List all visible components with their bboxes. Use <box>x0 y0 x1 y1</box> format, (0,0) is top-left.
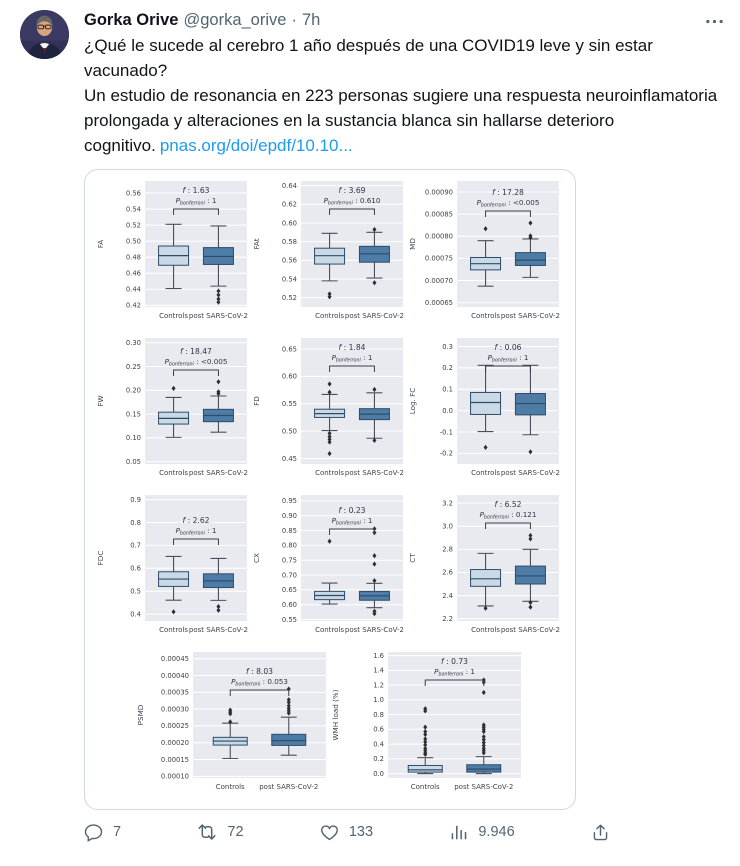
tweet-paragraph-2: Un estudio de resonancia en 223 personas sugiere una respuesta neuroinflamatoria prolongada y alteraciones en la sustancia blanca sin hallarse deterioro cognitivo. pnas.org/doi/epdf/10.10... <box>84 86 718 155</box>
svg-text:1.6: 1.6 <box>373 651 384 660</box>
svg-text:Pbonferroni : 1: $P_{bonferroni}$ : 1 <box>175 526 217 537</box>
share-button[interactable] <box>591 823 610 842</box>
boxplot-grid <box>95 179 565 800</box>
svg-text:MD: MD <box>408 238 417 250</box>
svg-text:CX: CX <box>252 553 261 563</box>
timestamp[interactable]: 7h <box>301 11 321 29</box>
svg-text:0.15: 0.15 <box>125 410 141 419</box>
author-handle[interactable]: @gorka_orive <box>183 11 287 29</box>
svg-text:0.8: 0.8 <box>373 710 384 719</box>
tweet-paragraph-1: ¿Qué le sucede al cerebro 1 año después de una COVID19 leve y sin estar vacunado? <box>84 36 653 80</box>
svg-text:Pbonferroni : 1: $P_{bonferroni}$ : 1 <box>175 196 217 207</box>
svg-text:0.00080: 0.00080 <box>424 232 453 241</box>
svg-text:0.2: 0.2 <box>373 755 384 764</box>
svg-text:post SARS-CoV-2: post SARS-CoV-2 <box>454 783 514 791</box>
svg-text:0.00015: 0.00015 <box>160 755 189 764</box>
svg-text:-0.1: -0.1 <box>439 428 453 437</box>
chart-row-2 <box>95 336 565 486</box>
like-count: 133 <box>348 824 374 840</box>
svg-text:post SARS-CoV-2: post SARS-CoV-2 <box>344 626 404 634</box>
svg-text:post SARS-CoV-2: post SARS-CoV-2 <box>259 783 319 791</box>
svg-text:f : 1.84: f : 1.84 <box>338 343 366 352</box>
svg-text:1.4: 1.4 <box>373 666 384 675</box>
svg-text:0.9: 0.9 <box>130 495 141 504</box>
svg-text:post SARS-CoV-2: post SARS-CoV-2 <box>344 469 404 477</box>
svg-text:CT: CT <box>408 553 417 563</box>
svg-text:0.20: 0.20 <box>125 386 141 395</box>
svg-text:0.42: 0.42 <box>125 301 141 310</box>
boxplot-fd <box>251 336 407 486</box>
svg-text:Pbonferroni : 0.610: $P_{bonferroni}$ : 0.610 <box>323 196 381 207</box>
svg-text:0.4: 0.4 <box>130 610 141 619</box>
svg-text:Pbonferroni : 1: $P_{bonferroni}$ : 1 <box>331 516 373 527</box>
svg-text:1.2: 1.2 <box>373 681 384 690</box>
svg-text:0.75: 0.75 <box>281 556 297 565</box>
svg-text:FA: FA <box>96 239 105 249</box>
share-icon <box>591 823 610 842</box>
svg-text:0.6: 0.6 <box>373 725 384 734</box>
svg-text:WMH load (%): WMH load (%) <box>331 689 340 741</box>
svg-text:Controls: Controls <box>315 469 345 477</box>
more-icon <box>705 12 724 31</box>
svg-text:Controls: Controls <box>159 626 189 634</box>
svg-text:f : 18.47: f : 18.47 <box>180 347 212 356</box>
svg-text:post SARS-CoV-2: post SARS-CoV-2 <box>500 469 560 477</box>
svg-text:0.00070: 0.00070 <box>424 276 453 285</box>
svg-text:3.0: 3.0 <box>442 522 453 531</box>
svg-text:0.4: 0.4 <box>373 740 384 749</box>
svg-text:Controls: Controls <box>215 783 245 791</box>
svg-text:0.95: 0.95 <box>281 497 297 506</box>
separator-dot: · <box>291 11 297 29</box>
boxplot-cx <box>251 493 407 643</box>
svg-text:f : 0.06: f : 0.06 <box>494 343 522 352</box>
svg-text:0.60: 0.60 <box>281 219 297 228</box>
svg-text:0.85: 0.85 <box>281 526 297 535</box>
retweet-icon <box>197 822 217 842</box>
svg-text:f : 17.28: f : 17.28 <box>492 188 524 197</box>
svg-text:0.5: 0.5 <box>130 587 141 596</box>
svg-text:post SARS-CoV-2: post SARS-CoV-2 <box>500 312 560 320</box>
svg-text:0.8: 0.8 <box>130 518 141 527</box>
svg-text:Pbonferroni : 1: $P_{bonferroni}$ : 1 <box>487 353 529 364</box>
boxplot-log-fc <box>407 336 563 486</box>
svg-text:0.60: 0.60 <box>281 372 297 381</box>
tweet-text <box>84 33 724 158</box>
reply-count: 7 <box>113 824 122 840</box>
boxplot-fat <box>251 179 407 329</box>
chart-row-1 <box>95 179 565 329</box>
views-button[interactable] <box>449 823 514 842</box>
boxplot-psmd <box>135 650 330 800</box>
reply-button[interactable] <box>84 823 121 842</box>
boxplot-ct <box>407 493 563 643</box>
svg-text:0.6: 0.6 <box>130 564 141 573</box>
svg-text:0.45: 0.45 <box>281 454 297 463</box>
svg-text:-0.2: -0.2 <box>439 449 453 458</box>
svg-text:post SARS-CoV-2: post SARS-CoV-2 <box>188 312 248 320</box>
svg-text:0.00020: 0.00020 <box>160 739 189 748</box>
svg-text:FAt: FAt <box>252 238 261 250</box>
svg-text:post SARS-CoV-2: post SARS-CoV-2 <box>500 626 560 634</box>
boxplot-fa <box>95 179 251 329</box>
svg-text:0.00010: 0.00010 <box>160 772 189 781</box>
svg-text:post SARS-CoV-2: post SARS-CoV-2 <box>344 312 404 320</box>
svg-text:0.54: 0.54 <box>281 275 297 284</box>
svg-text:Controls: Controls <box>410 783 440 791</box>
svg-text:0.00075: 0.00075 <box>424 254 453 263</box>
svg-text:0.55: 0.55 <box>281 615 297 624</box>
svg-text:1.0: 1.0 <box>373 696 384 705</box>
svg-text:Pbonferroni : 1: $P_{bonferroni}$ : 1 <box>434 667 475 678</box>
retweet-count: 72 <box>227 824 244 840</box>
action-bar <box>84 822 610 842</box>
avatar[interactable] <box>20 10 69 59</box>
svg-text:Controls: Controls <box>159 469 189 477</box>
svg-text:0.00035: 0.00035 <box>160 688 189 697</box>
svg-text:Pbonferroni : <0.005: $P_{bonferroni}$ : <0.005 <box>164 357 228 368</box>
chart-row-4 <box>95 650 565 800</box>
svg-text:2.2: 2.2 <box>442 614 453 623</box>
media-card[interactable] <box>84 169 576 810</box>
svg-text:f : 8.03: f : 8.03 <box>246 667 273 676</box>
svg-text:f : 2.62: f : 2.62 <box>182 516 210 525</box>
svg-text:0.00065: 0.00065 <box>424 298 453 307</box>
retweet-button[interactable] <box>197 822 243 842</box>
svg-text:post SARS-CoV-2: post SARS-CoV-2 <box>188 469 248 477</box>
svg-text:f : 0.73: f : 0.73 <box>441 657 468 666</box>
svg-text:2.4: 2.4 <box>442 591 453 600</box>
svg-text:0.65: 0.65 <box>281 586 297 595</box>
svg-text:f : 6.52: f : 6.52 <box>494 500 522 509</box>
svg-text:0.50: 0.50 <box>281 427 297 436</box>
svg-text:Controls: Controls <box>315 626 345 634</box>
svg-text:Controls: Controls <box>159 312 189 320</box>
svg-text:FDC: FDC <box>96 550 105 566</box>
chart-row-3 <box>95 493 565 643</box>
svg-text:0.30: 0.30 <box>125 339 141 348</box>
boxplot-md <box>407 179 563 329</box>
svg-text:0.54: 0.54 <box>125 205 141 214</box>
svg-text:FD: FD <box>252 396 261 406</box>
svg-text:0.00030: 0.00030 <box>160 705 189 714</box>
svg-text:0.05: 0.05 <box>125 457 141 466</box>
svg-text:0.46: 0.46 <box>125 269 141 278</box>
svg-text:0.65: 0.65 <box>281 345 297 354</box>
svg-text:f : 0.23: f : 0.23 <box>338 506 366 515</box>
svg-text:0.52: 0.52 <box>125 221 141 230</box>
svg-text:Controls: Controls <box>471 469 501 477</box>
view-count: 9.946 <box>478 824 515 840</box>
svg-text:0.00085: 0.00085 <box>424 210 453 219</box>
svg-text:Pbonferroni : 0.053: $P_{bonferroni}$ : 0.053 <box>231 677 288 688</box>
svg-text:Controls: Controls <box>315 312 345 320</box>
svg-text:2.8: 2.8 <box>442 545 453 554</box>
more-button[interactable] <box>705 10 724 31</box>
svg-text:0.00045: 0.00045 <box>160 655 189 664</box>
svg-text:0.0: 0.0 <box>373 769 384 778</box>
svg-text:Log. FC: Log. FC <box>408 387 417 415</box>
heart-icon <box>320 823 339 842</box>
svg-text:0.50: 0.50 <box>125 237 141 246</box>
svg-text:FW: FW <box>96 395 105 407</box>
svg-text:0.48: 0.48 <box>125 253 141 262</box>
svg-text:0.58: 0.58 <box>281 237 297 246</box>
svg-text:0.0: 0.0 <box>442 406 453 415</box>
boxplot-wmh-load <box>330 650 525 800</box>
boxplot-fw <box>95 336 251 486</box>
analytics-bars-icon <box>449 823 468 842</box>
svg-text:2.6: 2.6 <box>442 568 453 577</box>
tweet-header <box>84 10 724 31</box>
svg-text:0.00025: 0.00025 <box>160 722 189 731</box>
svg-text:f : 3.69: f : 3.69 <box>338 186 366 195</box>
svg-text:f : 1.63: f : 1.63 <box>182 186 210 195</box>
svg-text:Pbonferroni : 1: $P_{bonferroni}$ : 1 <box>331 353 373 364</box>
svg-text:0.7: 0.7 <box>130 541 141 550</box>
boxplot-fdc <box>95 493 251 643</box>
svg-text:0.90: 0.90 <box>281 512 297 521</box>
svg-text:0.56: 0.56 <box>281 256 297 265</box>
svg-text:Pbonferroni : <0.005: $P_{bonferroni}$ : <0.005 <box>476 198 540 209</box>
svg-text:Pbonferroni : 0.121: $P_{bonferroni}$ : 0.121 <box>479 510 537 521</box>
tweet-link[interactable]: pnas.org/doi/epdf/10.10... <box>159 136 353 155</box>
author-name[interactable]: Gorka Orive <box>84 11 179 29</box>
svg-text:0.64: 0.64 <box>281 181 297 190</box>
svg-text:0.10: 0.10 <box>125 434 141 443</box>
svg-text:PSMD: PSMD <box>136 704 145 726</box>
svg-text:0.56: 0.56 <box>125 189 141 198</box>
svg-text:0.2: 0.2 <box>442 364 453 373</box>
svg-text:0.62: 0.62 <box>281 200 297 209</box>
avatar-image <box>20 10 69 59</box>
svg-text:0.70: 0.70 <box>281 571 297 580</box>
svg-text:3.2: 3.2 <box>442 499 453 508</box>
svg-text:Controls: Controls <box>471 626 501 634</box>
reply-icon <box>84 823 103 842</box>
svg-text:0.80: 0.80 <box>281 541 297 550</box>
svg-text:0.25: 0.25 <box>125 362 141 371</box>
svg-text:Controls: Controls <box>471 312 501 320</box>
svg-text:0.44: 0.44 <box>125 285 141 294</box>
svg-text:0.3: 0.3 <box>442 342 453 351</box>
svg-text:0.00040: 0.00040 <box>160 671 189 680</box>
svg-text:0.52: 0.52 <box>281 293 297 302</box>
svg-text:0.1: 0.1 <box>442 385 453 394</box>
svg-text:0.60: 0.60 <box>281 600 297 609</box>
svg-text:0.55: 0.55 <box>281 400 297 409</box>
like-button[interactable] <box>320 823 373 842</box>
svg-text:post SARS-CoV-2: post SARS-CoV-2 <box>188 626 248 634</box>
svg-text:0.00090: 0.00090 <box>424 188 453 197</box>
